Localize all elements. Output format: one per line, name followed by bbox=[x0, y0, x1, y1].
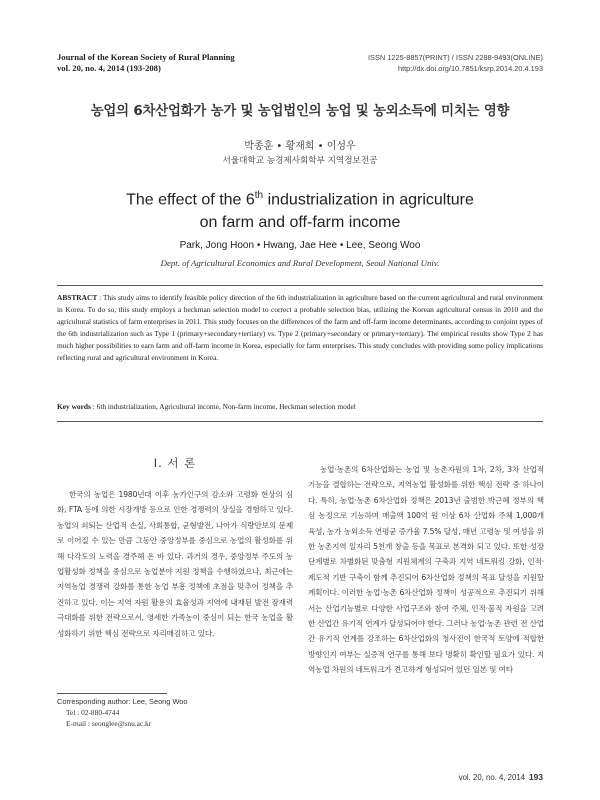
intro-paragraph-2: 농업·농촌의 6차산업화는 농업 및 농촌자원의 1차, 2차, 3차 산업적 기능을 결합하는 전략으로, 지역농업 활성화를 위한 핵심 전략 중 하나이다. 특히, 농업·농촌 6차산업화 정책은 2013년 출범한 박근혜 정부의 핵심 농정으로 기능하며 매출액 100억 원 이상 6차 산업화 주체 1,000개 육성, 농가 농외소득 연평균 증가율 7.5% 달성, 매년 고령농 및 여성을 위한 농촌지역 일자리 5천개 창출 등을 목표로 본격화 되고 있다. 또한 성장단계별로 차별화된 맞춤형 지원체계의 구축과 지역 네트워킹 강화, 인적·제도적 기반 구축이 함께 추진되어 6차산업화 정책의 목표 달성을 지원할 계획이다. 이러한 농업·농촌 6차산업화 정책이 성공적으로 추진되기 위해서는 산업기능별로 다양한 사업구조와 참여 주체, 인적·물적 자원을 고려한 산업간 유기적 연계가 달성되어야 한다. 그러나 농업·농촌 관련 전 산업간 유기적 연계를 강조하는 6차산업화의 청사진이 한국적 토양에 적합한 방향인지 여부는 실증적 연구를 통해 보다 명확히 확인할 필요가 있다. 지역농업 차원의 네트워크가 견고하게 형성되어 있던 일본 및 여타 bbox=[308, 465, 544, 675]
english-affiliation: Dept. of Agricultural Economics and Rural Development, Seoul National Univ. bbox=[160, 258, 440, 268]
abstract-label: ABSTRACT bbox=[57, 293, 98, 302]
keywords-label: Key words bbox=[57, 402, 91, 411]
korean-affiliation: 서울대학교 농경제사회학부 지역정보전공 bbox=[222, 156, 378, 166]
english-title-line2: on farm and off-farm income bbox=[199, 214, 401, 232]
page-number: 193 bbox=[529, 772, 543, 782]
keywords-text: : 6th industrialization, Agricultural income, Non-farm income, Heckman selection model bbox=[90, 402, 356, 411]
author-phone: Tel : 02-880-4744 bbox=[66, 708, 120, 717]
english-authors: Park, Jong Hoon • Hwang, Jae Hee • Lee, Seong Woo bbox=[179, 240, 421, 251]
title-part1: The effect of the 6 bbox=[126, 191, 255, 209]
right-column bbox=[308, 462, 544, 678]
author-email[interactable]: E-mail : seonglee@snu.ac.kr bbox=[66, 719, 152, 728]
corresponding-author: Corresponding author: Lee, Seong Woo bbox=[57, 697, 188, 706]
title-part2: industrialization in agriculture bbox=[263, 191, 474, 209]
keywords-bottom-rule bbox=[57, 421, 543, 422]
left-column bbox=[57, 487, 293, 641]
keywords bbox=[57, 401, 543, 413]
issn-text: ISSN 1225-8857(PRINT) / ISSN 2288-9493(ONLINE) bbox=[368, 53, 543, 62]
korean-authors: 박종훈 • 황재희 • 이성우 bbox=[244, 141, 356, 152]
intro-paragraph-1: 한국의 농업은 1980년대 이후 농가인구의 감소와 고령화 현상의 심화, FTA 등에 의한 시장개방 등으로 인한 경쟁력의 상실을 경험하고 있다. 농업의 쇠퇴는 산업적 손실, 사회통합, 균형발전, 나아가 식량안보의 문제로 이어질 수 있는 만큼 그동안 중앙정부를 중심으로 농업의 활성화를 위해 다각도의 노력을 경주해 온 바 있다. 과거의 경우, 중앙정부 주도의 농업활성화 정책을 중심으로 농업분야 지원 정책을 수행하였으나, 최근에는 지역농업 경쟁력 강화를 통한 농업 부흥 정책에 초점을 맞추어 정책을 추진하고 있다. 이는 지역 자원 활용의 효율성과 지역에 내재된 발전 잠재력 극대화를 위한 전략으로서, 영세한 가족농이 중심이 되는 한국 농업을 활성화하기 위한 핵심 전략으로 자리매김하고 있다. bbox=[57, 490, 293, 638]
footer-volume: vol. 20, no. 4, 2014 bbox=[458, 773, 526, 782]
title-superscript: th bbox=[254, 190, 264, 201]
issn-header bbox=[368, 52, 543, 74]
abstract-text: : This study aims to identify feasible policy direction of the 6th industrialization in agriculture based on the current agricultural and rural environment in Korea. To do so, this study employs a heckman selection model to correct a probable selection bias, utilizing the Korean agricultural census in 2010 and the agricultural statistics of farm enterprises in 2011. This study focuses on the differences of the farm and off-farm income determinants, according to conjoint types of the 6th industrialization such as Type 1 (primary+secondary+tertiary) vs. Type 2 (primary+secondary or primary+tertiary). The empirical results show Type 2 has much higher possibilities to earn farm and off-farm income in Korea, especially for farm enterprises. This study concludes with providing some policy implications reflecting rural and agricultural environment in Korea. bbox=[57, 293, 543, 363]
footnote-rule bbox=[57, 693, 167, 694]
english-title bbox=[0, 184, 600, 234]
korean-title: 농업의 6차산업화가 농가 및 농업법인의 농업 및 농외소득에 미치는 영향 bbox=[90, 104, 510, 119]
abstract-top-rule bbox=[57, 285, 543, 286]
journal-volume: vol. 20, no. 4, 2014 (193-208) bbox=[57, 63, 161, 73]
page-footer bbox=[459, 772, 543, 782]
journal-name: Journal of the Korean Society of Rural Planning bbox=[57, 52, 235, 62]
corresponding-author-footnote bbox=[57, 696, 188, 729]
english-title-line1 bbox=[0, 184, 600, 211]
section-heading-introduction: Ⅰ. 서 론 bbox=[153, 456, 197, 470]
journal-header bbox=[57, 52, 235, 74]
doi-link[interactable]: http://dx.doi.org/10.7851/ksrp.2014.20.4.193 bbox=[397, 64, 543, 73]
abstract bbox=[57, 292, 543, 365]
